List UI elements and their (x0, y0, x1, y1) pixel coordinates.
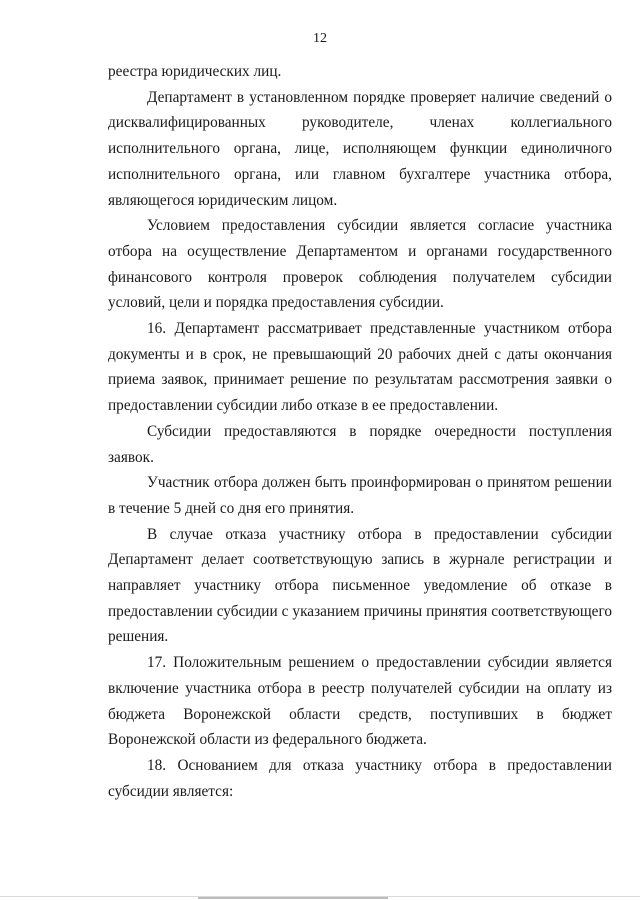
paragraph-clause-18: 18. Основанием для отказа участнику отбора в предоставлении субсидии является: (108, 756, 612, 800)
paragraph-disqualification-check: Департамент в установленном порядке проверяет наличие сведений о дисквалифицированных руководителе, членах коллегиального исполнительного органа, лице, исполняющем функции единоличного исполнительного органа, или главном бухгалтере участника отбора, являющегося юридическим лицом. (108, 88, 612, 209)
paragraph-order-of-provision: Субсидии предоставляются в порядке очередности поступления заявок. (108, 422, 612, 466)
paragraph-notification: Участник отбора должен быть проинформирован о принятом решении в течение 5 дней со дня его принятия. (108, 474, 612, 517)
scan-artifact-line (198, 897, 388, 899)
paragraph-clause-17: 17. Положительным решением о предоставлении субсидии является включение участника отбора в реестр получателей субсидии на оплату из бюджета Воронежской области средств, поступивших в бюджет Воронежской области из федерального бюджета. (108, 654, 612, 749)
paragraph-clause-16: 16. Департамент рассматривает представленные участником отбора документы и в срок, не превышающий 20 рабочих дней с даты окончания приема заявок, принимает решение по результатам рассмотрения заявки о предоставлении субсидии либо отказе в ее предоставлении. (108, 320, 612, 415)
document-body (108, 59, 612, 804)
page-number: 12 (313, 31, 327, 46)
paragraph-consent-condition: Условием предоставления субсидии является согласие участника отбора на осуществление Департаментом и органами государственного финансового контроля проверок соблюдения получателем субсидии условий, цели и порядка предоставления субсидии. (108, 217, 612, 312)
paragraph-continuation: реестра юридических лиц. (108, 63, 282, 80)
paragraph-refusal-record: В случае отказа участнику отбора в предоставлении субсидии Департамент делает соответствующую запись в журнале регистрации и направляет участнику отбора письменное уведомление об отказе в предоставлении субсидии с указанием причины принятия соответствующего решения. (108, 525, 612, 646)
